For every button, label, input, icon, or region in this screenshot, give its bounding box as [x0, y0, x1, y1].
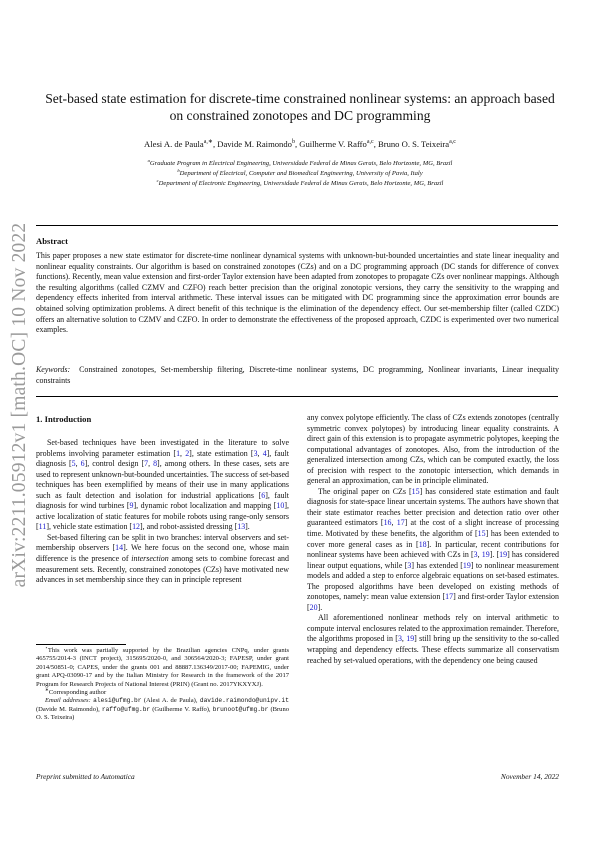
citation-link[interactable]: 14: [115, 543, 124, 553]
funding-note: ⋆This work was partially supported by the Brazilian agencies CNPq, under grants 465755/2014-3 (INCT project), 315695/2020-0, and 306564/2020-3; FAPESP, under grant 2014/50851-0; CAPES, under the grants 001 and 88887.136349/2017-00; FAPEMIG, under grant APQ-03090-17 and by the Italian Ministry for Research in the framework of the 2017 Program for Research Projects of National Interest (PRIN) (Grant no. 2017YKXYXJ).: [36, 644, 289, 688]
citation-link[interactable]: 2: [185, 448, 190, 458]
left-column: [36, 438, 289, 586]
email-note: Email addresses: alesi@ufmg.br (Alesi A. de Paula), davide.raimondo@unipv.it (Davide M. Raimondo), raffo@ufmg.br (Guilherme V. Raffo), brunoot@ufmg.br (Bruno O. S. Teixeira): [36, 697, 289, 722]
abstract-text: This paper proposes a new state estimator for discrete-time nonlinear dynamical systems with unknown-but-bounded uncertainties and state linear inequality and nonlinear equality constraints. Our algorithm is based on constrained zonotopes (CZs) and on a DC programming approach (DC stands for difference of convex functions). Recently, mean value extension and first-order Taylor extension have been adapted from zonotopes to propagate CZs over nonlinear mappings. Although the resulting algorithms (called CZMV and CZFO) reach better precision than the original zonotopic versions, they carry the sensitivity to the wrapping and dependency effects inherited from interval arithmetic. These interval issues can be mitigated with DC programming since the approximation error bounds are obtained solving optimization problems. A direct benefit of this technique is the elimination of the dependency effect. Our set-membership filter (called CZDC) offers an alternative solution to CZMV and CZFO. In order to demonstrate the effectiveness of the proposed approach, CZDC is experimented over two numerical examples.: [36, 251, 559, 335]
citation-link[interactable]: 13: [237, 522, 246, 532]
author: Bruno O. S. Teixeira$^{a,c}$: [377, 139, 456, 149]
keywords-label: Keywords:: [36, 365, 71, 374]
citation-link[interactable]: 4: [262, 448, 267, 458]
citation-link[interactable]: 1: [176, 448, 181, 458]
citation-link[interactable]: 15: [411, 486, 420, 496]
citation-link[interactable]: 17: [396, 518, 405, 528]
citation-link[interactable]: 17: [445, 592, 454, 602]
footnote-rule: [36, 644, 126, 645]
paragraph: All aforementioned nonlinear methods rely on interval arithmetic to compute interval enclosures related to the approximation remainder. Therefore, the algorithms proposed in [3, 19] still bring up the sensitivity to the so-called wrapping and dependency effects. These effects summarize all conservatism reached by set-valued operations, with the dependency one being caused: [307, 613, 559, 665]
paragraph: Set-based techniques have been investigated in the literature to solve problems involving parameter estimation [1, 2], state estimation [3, 4], fault diagnosis [5, 6], control design [7, 8], among others. In these cases, sets are used to represent unknown-but-bounded uncertainties. The success of set-based techniques has been exemplified by means of their use in many applications such as fault detection and isolation for industrial applications [6], fault diagnosis for wind turbines [9], dynamic robot localization and mapping [10], active localization of static features for mobile robots using range-only sensors [11], vehicle state estimation [12], and robot-assisted dressing [13].: [36, 438, 289, 532]
affiliation: $^a$Graduate Program in Electrical Engineering, Universidade Federal de Minas Gerais, Belo Horizonte, MG, Brazil: [147, 157, 453, 167]
email-link[interactable]: alesi@ufmg.br: [93, 697, 142, 705]
corresponding-note: ∗Corresponding author: [45, 686, 107, 697]
citation-link[interactable]: 3: [473, 550, 478, 560]
citation-link[interactable]: 19: [481, 550, 490, 560]
citation-link[interactable]: 3: [253, 448, 258, 458]
section-heading: 1. Introduction: [36, 414, 92, 424]
right-column: [307, 413, 559, 666]
abstract-bottom-rule: [36, 396, 558, 397]
email-link[interactable]: davide.raimondo@unipv.it: [199, 697, 289, 705]
author: Davide M. Raimondo$^b$: [217, 139, 295, 149]
email-link[interactable]: brunoot@ufmg.br: [212, 705, 269, 713]
citation-link[interactable]: 20: [309, 602, 318, 612]
author-list: Alesi A. de Paula$^{a,∗}$, Davide M. Raimondo$^b$, Guilherme V. Raffo$^{a,c}$, Bruno O. S. Teixeira$^{a,c}$: [144, 139, 456, 149]
citation-link[interactable]: 15: [477, 529, 486, 539]
citation-link[interactable]: 16: [383, 518, 392, 528]
citation-link[interactable]: 8: [153, 459, 158, 469]
paper-title: Set-based state estimation for discrete-time constrained nonlinear systems: an approach based on constrained zonotopes and DC programming: [45, 91, 555, 123]
arxiv-stamp-text: arXiv:2211.05912v1 [math.OC] 10 Nov 2022: [9, 222, 30, 588]
citation-link[interactable]: 11: [38, 522, 47, 532]
citation-link[interactable]: 3: [407, 560, 412, 570]
citation-link[interactable]: 6: [261, 490, 266, 500]
citation-link[interactable]: 7: [144, 459, 149, 469]
citation-link[interactable]: 6: [80, 459, 85, 469]
abstract-top-rule: [36, 225, 558, 226]
affiliation: $^b$Department of Electrical, Computer and Biomedical Engineering, University of Pavia, Italy: [177, 167, 423, 177]
citation-link[interactable]: 19: [499, 550, 508, 560]
citation-link[interactable]: 18: [418, 539, 427, 549]
affiliation: $^c$Department of Electronic Engineering, Universidade Federal de Minas Gerais, Belo Horizonte, MG, Brazil: [156, 177, 444, 187]
emphasis: intersection: [131, 554, 169, 564]
citation-link[interactable]: 5: [71, 459, 76, 469]
abstract-heading: Abstract: [36, 236, 68, 246]
author: Guilherme V. Raffo$^{a,c}$: [299, 139, 374, 149]
citation-link[interactable]: 3: [397, 634, 402, 644]
citation-link[interactable]: 10: [276, 501, 285, 511]
citation-link[interactable]: 9: [129, 501, 134, 511]
author: Alesi A. de Paula$^{a,∗}$: [144, 139, 213, 149]
email-link[interactable]: raffo@ufmg.br: [101, 705, 151, 713]
paragraph: Set-based filtering can be split in two branches: interval observers and set-membership observers [14]. We here focus on the second one, whose main difference is the presence of intersection among sets to combine forecast and measurement sets. Recently, constrained zonotopes (CZs) have motivated new advances in set membership since they can in principle represent: [36, 532, 289, 585]
citation-link[interactable]: 19: [406, 634, 415, 644]
keywords: [36, 365, 559, 386]
footer-journal: Preprint submitted to Automatica: [36, 772, 135, 781]
paragraph: The original paper on CZs [15] has considered state estimation and fault diagnosis for state-space linear uncertain systems. The authors have shown that their state estimator reaches better precision and detection ratio over other guaranteed estimators [16, 17] at the cost of a slight increase of processing time. Motivated by these benefits, the algorithm of [15] has been extended to cover more general cases as in [18]. In particular, recent contributions for nonlinear systems have been achieved with CZs in [3, 19]. [19] has considered linear output equations, while [3] has extended [19] to nonlinear measurement models and added a step to enforce algebraic equations on set-based estimates. The proposed algorithms have been developed on existing methods of zonotopes, namely: mean value extension [17] and first-order Taylor extension [20].: [307, 486, 560, 612]
keywords-text: Constrained zonotopes, Set-membership filtering, Discrete-time nonlinear systems, DC programming, Nonlinear invariants, Linear inequality constraints: [36, 365, 560, 385]
footer-date: November 14, 2022: [500, 772, 559, 781]
paragraph: any convex polytope efficiently. The class of CZs extends zonotopes (centrally symmetric convex polytopes) by introducing linear equality constraints. A direct gain of this extension is to propagate asymmetric polytopes, keeping the computational advantages of zonotopes. Also, from the introduction of the generalized intersection among CZs, which can be computed exactly, the loss of precision with respect to the zonotopic intersection, which demands in general an approximation, can be in principle eliminated.: [307, 413, 559, 486]
footnotes: [36, 644, 289, 723]
citation-link[interactable]: 19: [462, 560, 471, 570]
citation-link[interactable]: 12: [132, 522, 140, 532]
arxiv-stamp: [6, 222, 34, 588]
